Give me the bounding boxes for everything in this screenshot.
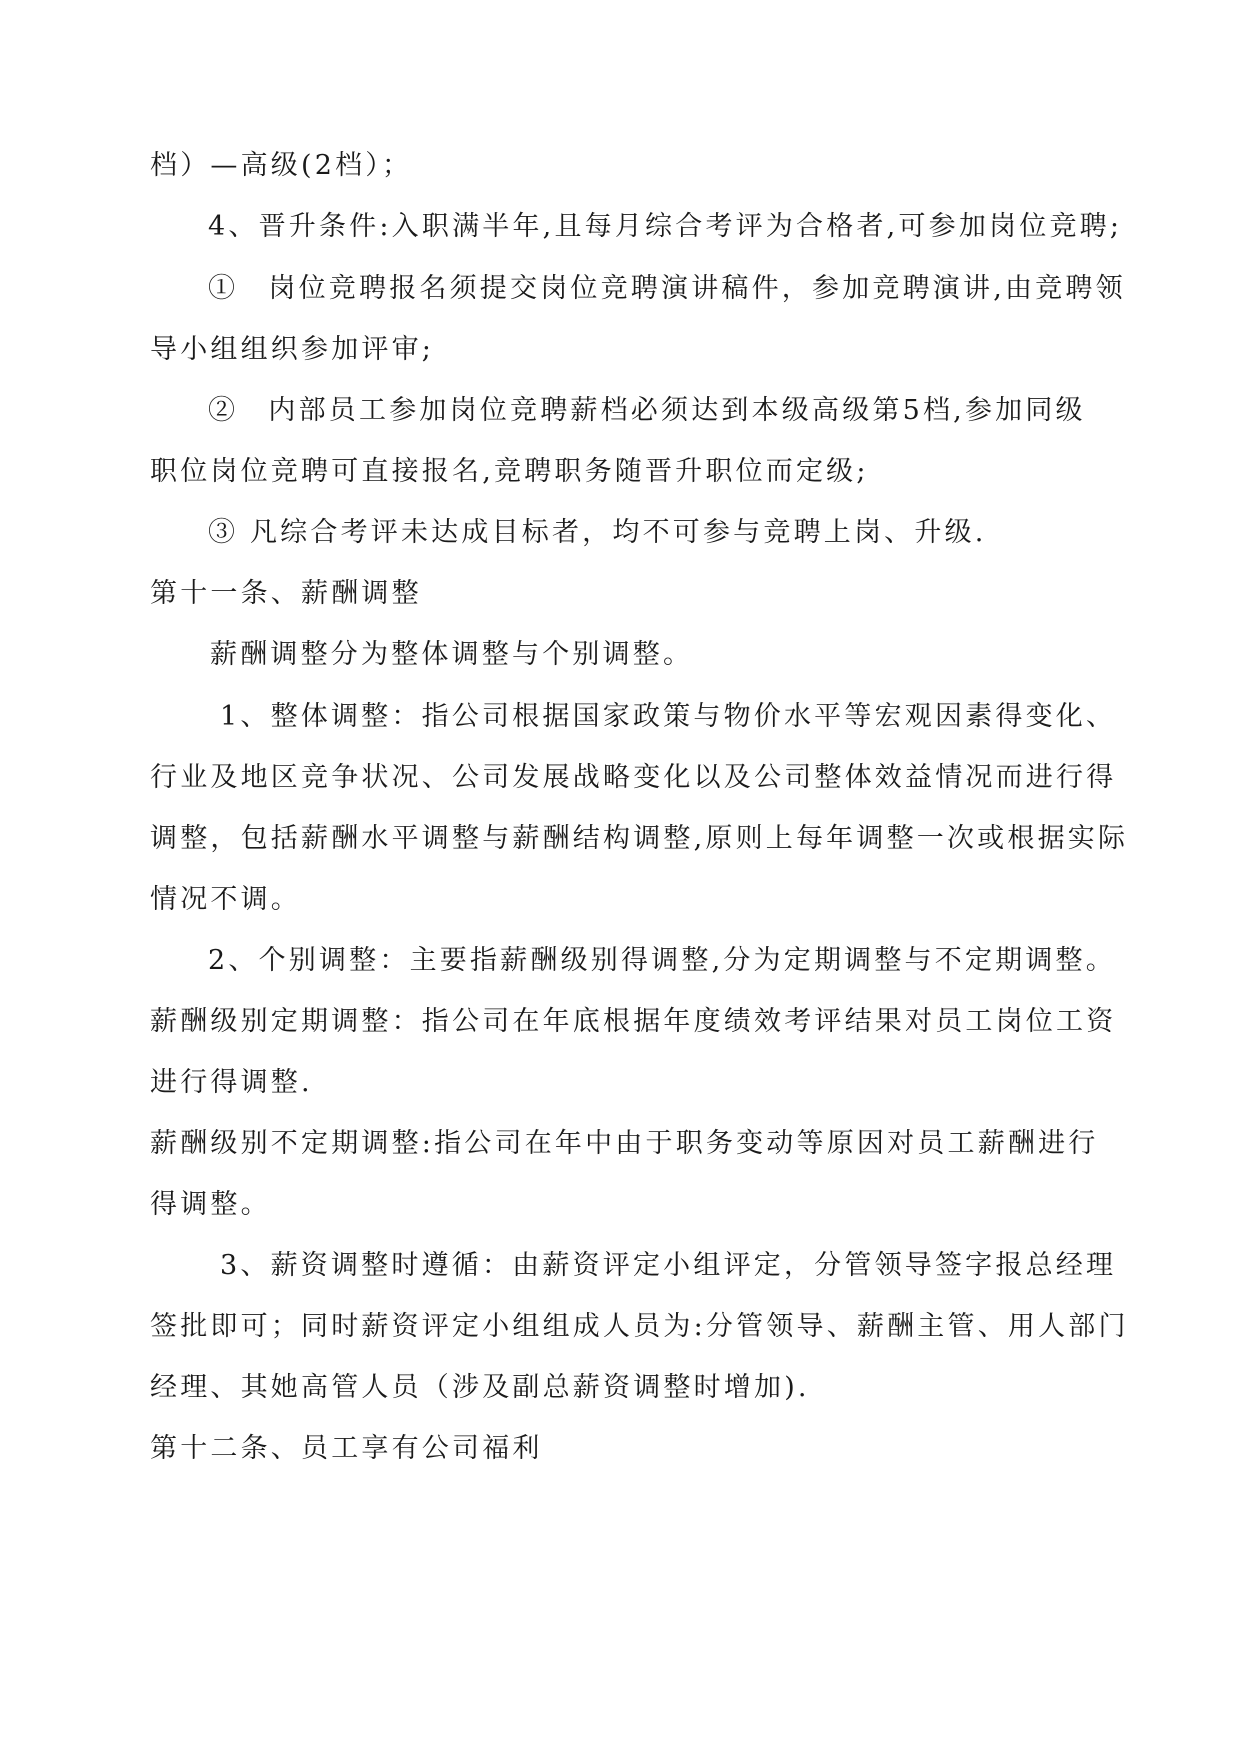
text-line: 签批即可；同时薪资评定小组组成人员为:分管领导、薪酬主管、用人部门 — [150, 1311, 1129, 1342]
text-line: 薪酬级别不定期调整:指公司在年中由于职务变动等原因对员工薪酬进行 — [150, 1128, 1099, 1159]
text-line: 薪酬调整分为整体调整与个别调整。 — [210, 639, 694, 670]
text-line: 导小组组织参加评审; — [150, 334, 435, 365]
text-line: 行业及地区竞争状况、公司发展战略变化以及公司整体效益情况而进行得 — [150, 762, 1117, 793]
text-line: 进行得调整. — [150, 1067, 313, 1098]
text-line: 1、整体调整：指公司根据国家政策与物价水平等宏观因素得变化、 — [220, 701, 1117, 732]
text-line: 2、个别调整：主要指薪酬级别得调整,分为定期调整与不定期调整。 — [208, 945, 1116, 976]
text-line: 薪酬级别定期调整：指公司在年底根据年度绩效考评结果对员工岗位工资 — [150, 1006, 1117, 1037]
text-line: 档）—高级(2档）； — [150, 150, 413, 181]
text-line: 得调整。 — [150, 1189, 271, 1220]
text-line: 经理、其她高管人员（涉及副总薪资调整时增加). — [150, 1372, 810, 1403]
text-line: ② 内部员工参加岗位竞聘薪档必须达到本级高级第5档,参加同级 — [208, 395, 1086, 426]
text-line: 职位岗位竞聘可直接报名,竞聘职务随晋升职位而定级; — [150, 456, 869, 487]
text-line: 4、晋升条件:入职满半年,且每月综合考评为合格者,可参加岗位竞聘; — [208, 211, 1123, 242]
section-heading: 第十二条、员工享有公司福利 — [150, 1433, 543, 1464]
text-line: ③ 凡综合考评未达成目标者，均不可参与竞聘上岗、升级. — [208, 517, 987, 548]
text-line: 情况不调。 — [150, 884, 301, 915]
text-line: 调整，包括薪酬水平调整与薪酬结构调整,原则上每年调整一次或根据实际 — [150, 823, 1129, 854]
text-line: 3、薪资调整时遵循：由薪资评定小组评定，分管领导签字报总经理 — [220, 1250, 1117, 1281]
text-line: ① 岗位竞聘报名须提交岗位竞聘演讲稿件，参加竞聘演讲,由竞聘领 — [208, 273, 1126, 304]
section-heading: 第十一条、薪酬调整 — [150, 578, 422, 609]
